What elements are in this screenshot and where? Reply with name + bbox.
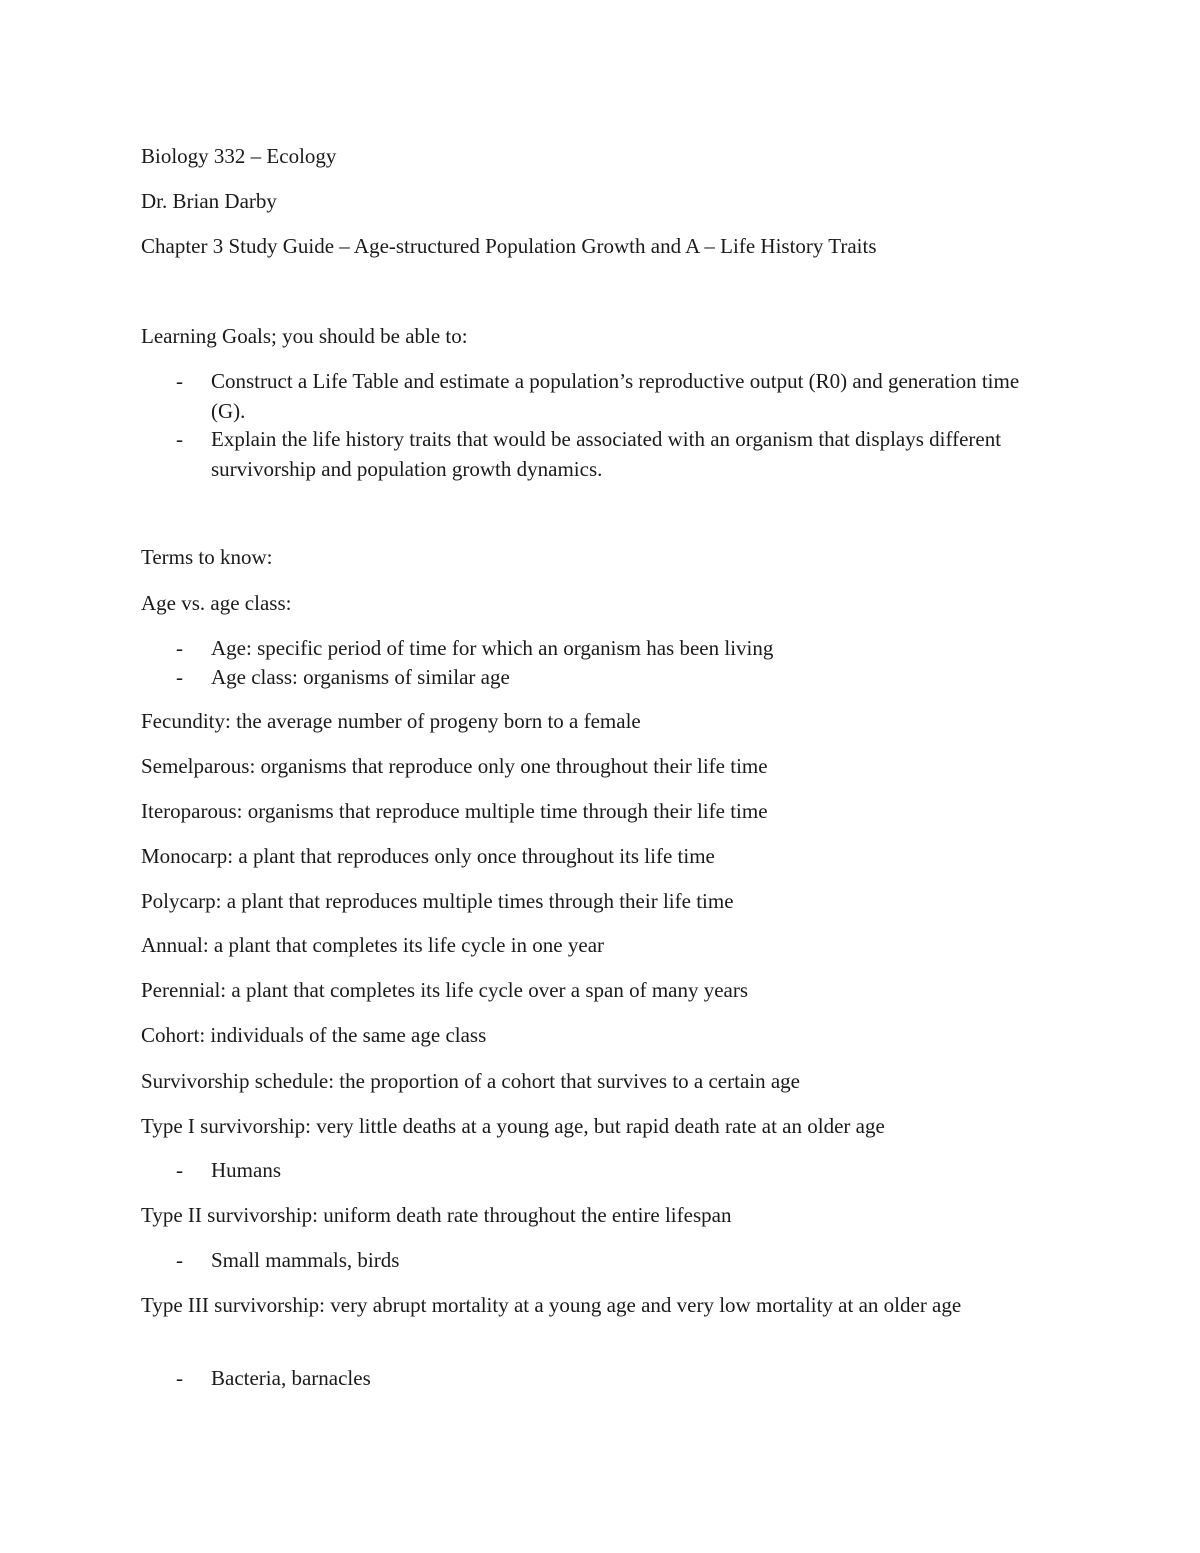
term-type1-survivorship: Type I survivorship: very little deaths at a young age, but rapid death rate at an older age [141, 1114, 885, 1138]
bullet-dash: - [176, 1366, 183, 1390]
term-monocarp: Monocarp: a plant that reproduces only once throughout its life time [141, 844, 715, 868]
course-title: Biology 332 – Ecology [141, 144, 337, 168]
term-fecundity: Fecundity: the average number of progeny born to a female [141, 709, 641, 733]
learning-goal-item: Explain the life history traits that would be associated with an organism that displays different survivorship and population growth dynamics. [211, 427, 1002, 481]
bullet-dash: - [176, 1248, 183, 1272]
type1-example: Humans [211, 1158, 281, 1182]
type3-example: Bacteria, barnacles [211, 1366, 371, 1390]
type2-example: Small mammals, birds [211, 1248, 400, 1272]
bullet-dash: - [176, 369, 183, 393]
term-subitem: Age: specific period of time for which an organism has been living [211, 636, 774, 660]
term-annual: Annual: a plant that completes its life cycle in one year [141, 933, 605, 957]
learning-goals-heading: Learning Goals; you should be able to: [141, 324, 468, 348]
term-cohort: Cohort: individuals of the same age class [141, 1023, 487, 1047]
term-perennial: Perennial: a plant that completes its life cycle over a span of many years [141, 978, 749, 1002]
term-semelparous: Semelparous: organisms that reproduce only one throughout their life time [141, 754, 768, 778]
term-survivorship-schedule: Survivorship schedule: the proportion of a cohort that survives to a certain age [141, 1069, 800, 1093]
age-vs-class-heading: Age vs. age class: [141, 591, 292, 615]
bullet-dash: - [176, 427, 183, 451]
term-type2-survivorship: Type II survivorship: uniform death rate throughout the entire lifespan [141, 1203, 732, 1227]
term-subitem: Age class: organisms of similar age [211, 665, 510, 689]
terms-heading: Terms to know: [141, 545, 273, 569]
term-type3-survivorship: Type III survivorship: very abrupt mortality at a young age and very low mortality at an older age [141, 1293, 962, 1317]
bullet-dash: - [176, 636, 183, 660]
chapter-title: Chapter 3 Study Guide – Age-structured Population Growth and A – Life History Traits [141, 234, 877, 258]
instructor-name: Dr. Brian Darby [141, 189, 277, 213]
term-iteroparous: Iteroparous: organisms that reproduce multiple time through their life time [141, 799, 768, 823]
term-polycarp: Polycarp: a plant that reproduces multiple times through their life time [141, 889, 734, 913]
learning-goal-item: Construct a Life Table and estimate a population’s reproductive output (R0) and generation time (G). [211, 369, 1020, 423]
bullet-dash: - [176, 665, 183, 689]
bullet-dash: - [176, 1158, 183, 1182]
